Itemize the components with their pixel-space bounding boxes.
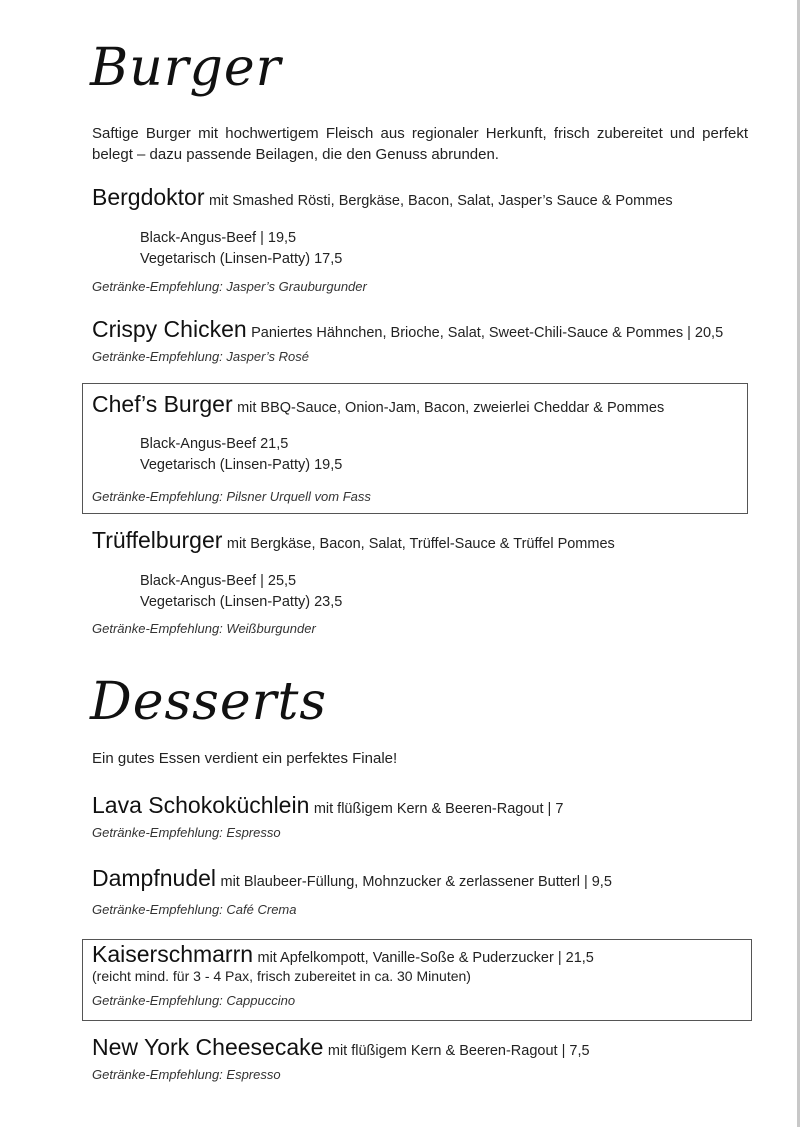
menu-item-lava-schokokuechlein (92, 792, 563, 819)
drink-recommendation: Getränke-Empfehlung: Jasper’s Rosé (92, 349, 310, 364)
item-description: mit flüßigem Kern & Beeren-Ragout | 7,5 (327, 1043, 590, 1059)
item-description: mit flüßigem Kern & Beeren-Ragout | 7 (313, 801, 564, 817)
item-name: Bergdoktor (92, 184, 205, 210)
item-description: mit Apfelkompott, Vanille-Soße & Puderzucker | 21,5 (257, 950, 594, 966)
section-intro-desserts: Ein gutes Essen verdient ein perfektes Finale! (92, 750, 398, 767)
drink-recommendation: Getränke-Empfehlung: Cappuccino (92, 993, 296, 1008)
item-note: (reicht mind. für 3 - 4 Pax, frisch zubereitet in ca. 30 Minuten) (92, 968, 471, 984)
item-name: Trüffelburger (92, 527, 223, 553)
item-description: mit Blaubeer-Füllung, Mohnzucker & zerlassener Butterl | 9,5 (220, 874, 612, 890)
drink-recommendation: Getränke-Empfehlung: Pilsner Urquell vom Fass (92, 489, 371, 504)
item-description: mit Bergkäse, Bacon, Salat, Trüffel-Sauce & Trüffel Pommes (226, 536, 615, 552)
item-description: mit BBQ-Sauce, Onion-Jam, Bacon, zweierlei Cheddar & Pommes (237, 400, 665, 416)
menu-item-chefs-burger (92, 391, 664, 418)
section-heading-desserts: Desserts (90, 672, 328, 732)
menu-item-crispy-chicken (92, 316, 723, 343)
drink-recommendation: Getränke-Empfehlung: Espresso (92, 1067, 281, 1082)
item-description: Paniertes Hähnchen, Brioche, Salat, Sweet-Chili-Sauce & Pommes | 20,5 (251, 325, 724, 341)
menu-item-bergdoktor (92, 184, 673, 211)
item-name: Chef’s Burger (92, 391, 233, 417)
menu-item-dampfnudel (92, 865, 612, 892)
item-variant: Vegetarisch (Linsen-Patty) 19,5 (140, 457, 343, 473)
item-variant: Black-Angus-Beef | 19,5 (140, 230, 297, 246)
item-name: Lava Schokoküchlein (92, 792, 310, 818)
item-description: mit Smashed Rösti, Bergkäse, Bacon, Salat, Jasper’s Sauce & Pommes (208, 193, 673, 209)
item-variant: Black-Angus-Beef 21,5 (140, 436, 289, 452)
menu-item-new-york-cheesecake (92, 1034, 590, 1061)
section-heading-burger: Burger (90, 38, 282, 98)
item-variant: Vegetarisch (Linsen-Patty) 23,5 (140, 594, 343, 610)
section-intro-burger: Saftige Burger mit hochwertigem Fleisch aus regionaler Herkunft, frisch zubereitet und perfekt belegt – dazu passende Beilagen, die den Genuss abrunden. (92, 125, 748, 163)
drink-recommendation: Getränke-Empfehlung: Jasper’s Grauburgunder (92, 279, 367, 294)
item-name: Kaiserschmarrn (92, 941, 254, 967)
item-name: New York Cheesecake (92, 1034, 324, 1060)
item-name: Crispy Chicken (92, 316, 247, 342)
drink-recommendation: Getränke-Empfehlung: Café Crema (92, 902, 297, 917)
item-variant: Vegetarisch (Linsen-Patty) 17,5 (140, 251, 343, 267)
menu-item-trueffelburger (92, 527, 615, 554)
item-variant: Black-Angus-Beef | 25,5 (140, 573, 297, 589)
drink-recommendation: Getränke-Empfehlung: Espresso (92, 825, 281, 840)
menu-item-kaiserschmarrn (92, 941, 594, 968)
drink-recommendation: Getränke-Empfehlung: Weißburgunder (92, 621, 316, 636)
item-name: Dampfnudel (92, 865, 217, 891)
